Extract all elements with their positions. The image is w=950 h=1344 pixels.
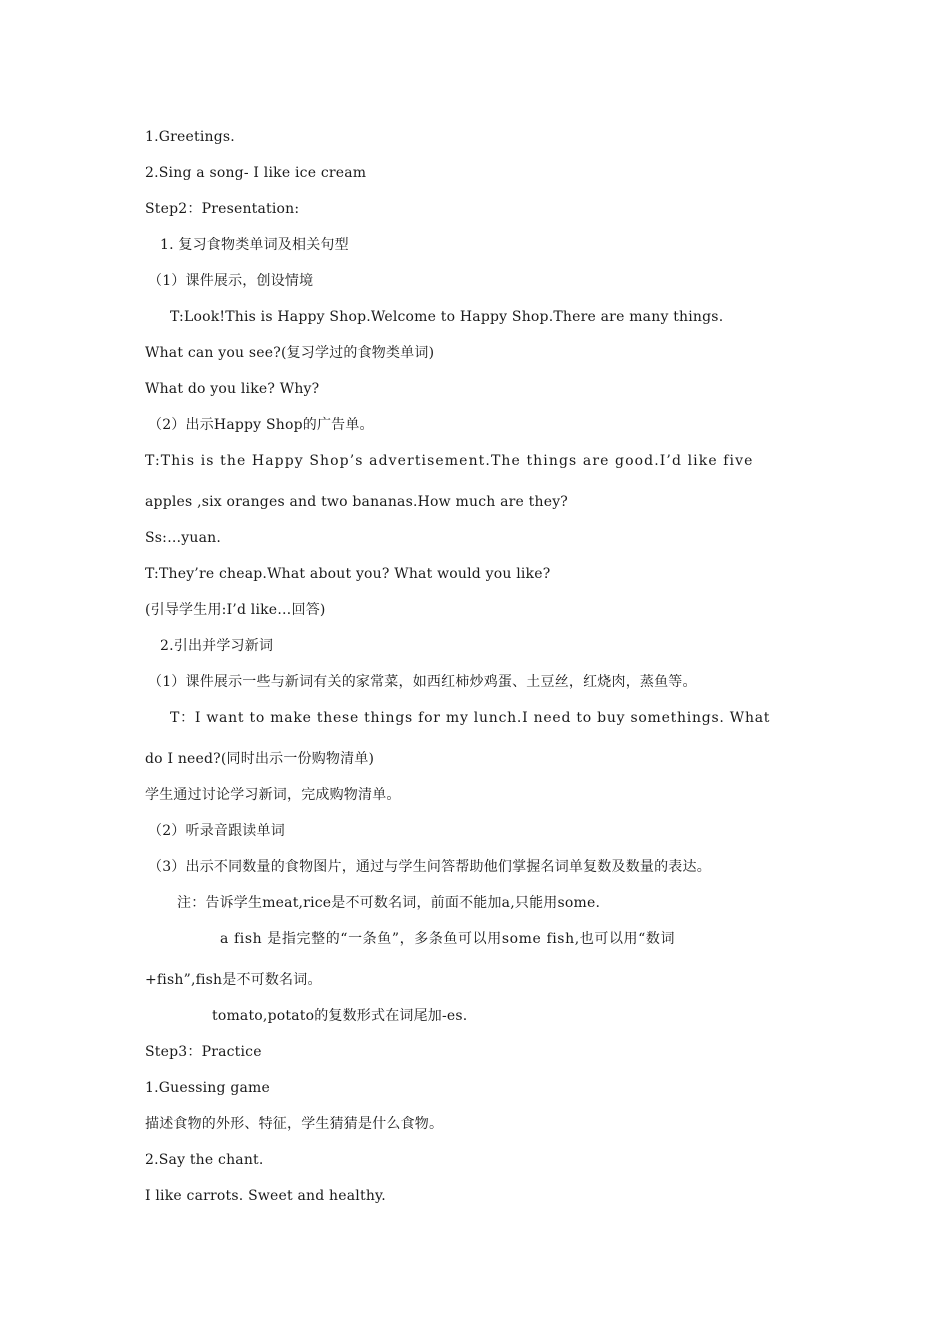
text-line: What do you like? Why?	[145, 381, 320, 397]
text-line: do I need?(同时出示一份购物清单)	[145, 751, 375, 767]
text-line: 1.Guessing game	[145, 1080, 270, 1096]
text-line: （2）出示Happy Shop的广告单。	[148, 417, 374, 433]
text-line: （1）课件展示，创设情境	[148, 273, 314, 289]
section-heading: 1. 复习食物类单词及相关句型	[160, 237, 349, 253]
text-line: 2.Sing a song- I like ice cream	[145, 165, 367, 181]
note-line: 注：告诉学生meat,rice是不可数名词，前面不能加a,只能用some.	[177, 895, 601, 911]
text-line: Step2：Presentation:	[145, 201, 300, 217]
text-line: I like carrots. Sweet and healthy.	[145, 1188, 386, 1204]
note-line: a fish 是指完整的“一条鱼”，多条鱼可以用some fish,也可以用“数词	[220, 931, 676, 947]
text-line: 1.Greetings.	[145, 129, 235, 145]
text-line: （3）出示不同数量的食物图片，通过与学生问答帮助他们掌握名词单复数及数量的表达。	[148, 859, 711, 875]
text-line: (引导学生用:I’d like…回答)	[145, 602, 326, 618]
text-line: 学生通过讨论学习新词，完成购物清单。	[145, 787, 401, 803]
text-line: T:Look!This is Happy Shop.Welcome to Happy Shop.There are many things.	[170, 309, 724, 325]
text-line: T:They’re cheap.What about you? What would you like?	[145, 566, 551, 582]
text-line: Step3：Practice	[145, 1044, 262, 1060]
text-line: （1）课件展示一些与新词有关的家常菜，如西红柿炒鸡蛋、土豆丝，红烧肉，蒸鱼等。	[148, 674, 697, 690]
text-line: 2.Say the chant.	[145, 1152, 264, 1168]
text-line: T：I want to make these things for my lunch.I need to buy somethings. What	[170, 710, 771, 726]
note-line: tomato,potato的复数形式在词尾加-es.	[212, 1008, 468, 1024]
text-line: apples ,six oranges and two bananas.How much are they?	[145, 494, 569, 510]
text-line: T:This is the Happy Shop’s advertisement.The things are good.I’d like five	[145, 453, 754, 469]
section-heading: 2.引出并学习新词	[160, 638, 274, 654]
note-line: +fish”,fish是不可数名词。	[145, 972, 322, 988]
text-line: （2）听录音跟读单词	[148, 823, 285, 839]
text-line: Ss:…yuan.	[145, 530, 222, 546]
text-line: What can you see?(复习学过的食物类单词)	[145, 345, 435, 361]
text-line: 描述食物的外形、特征，学生猜猜是什么食物。	[145, 1116, 444, 1132]
